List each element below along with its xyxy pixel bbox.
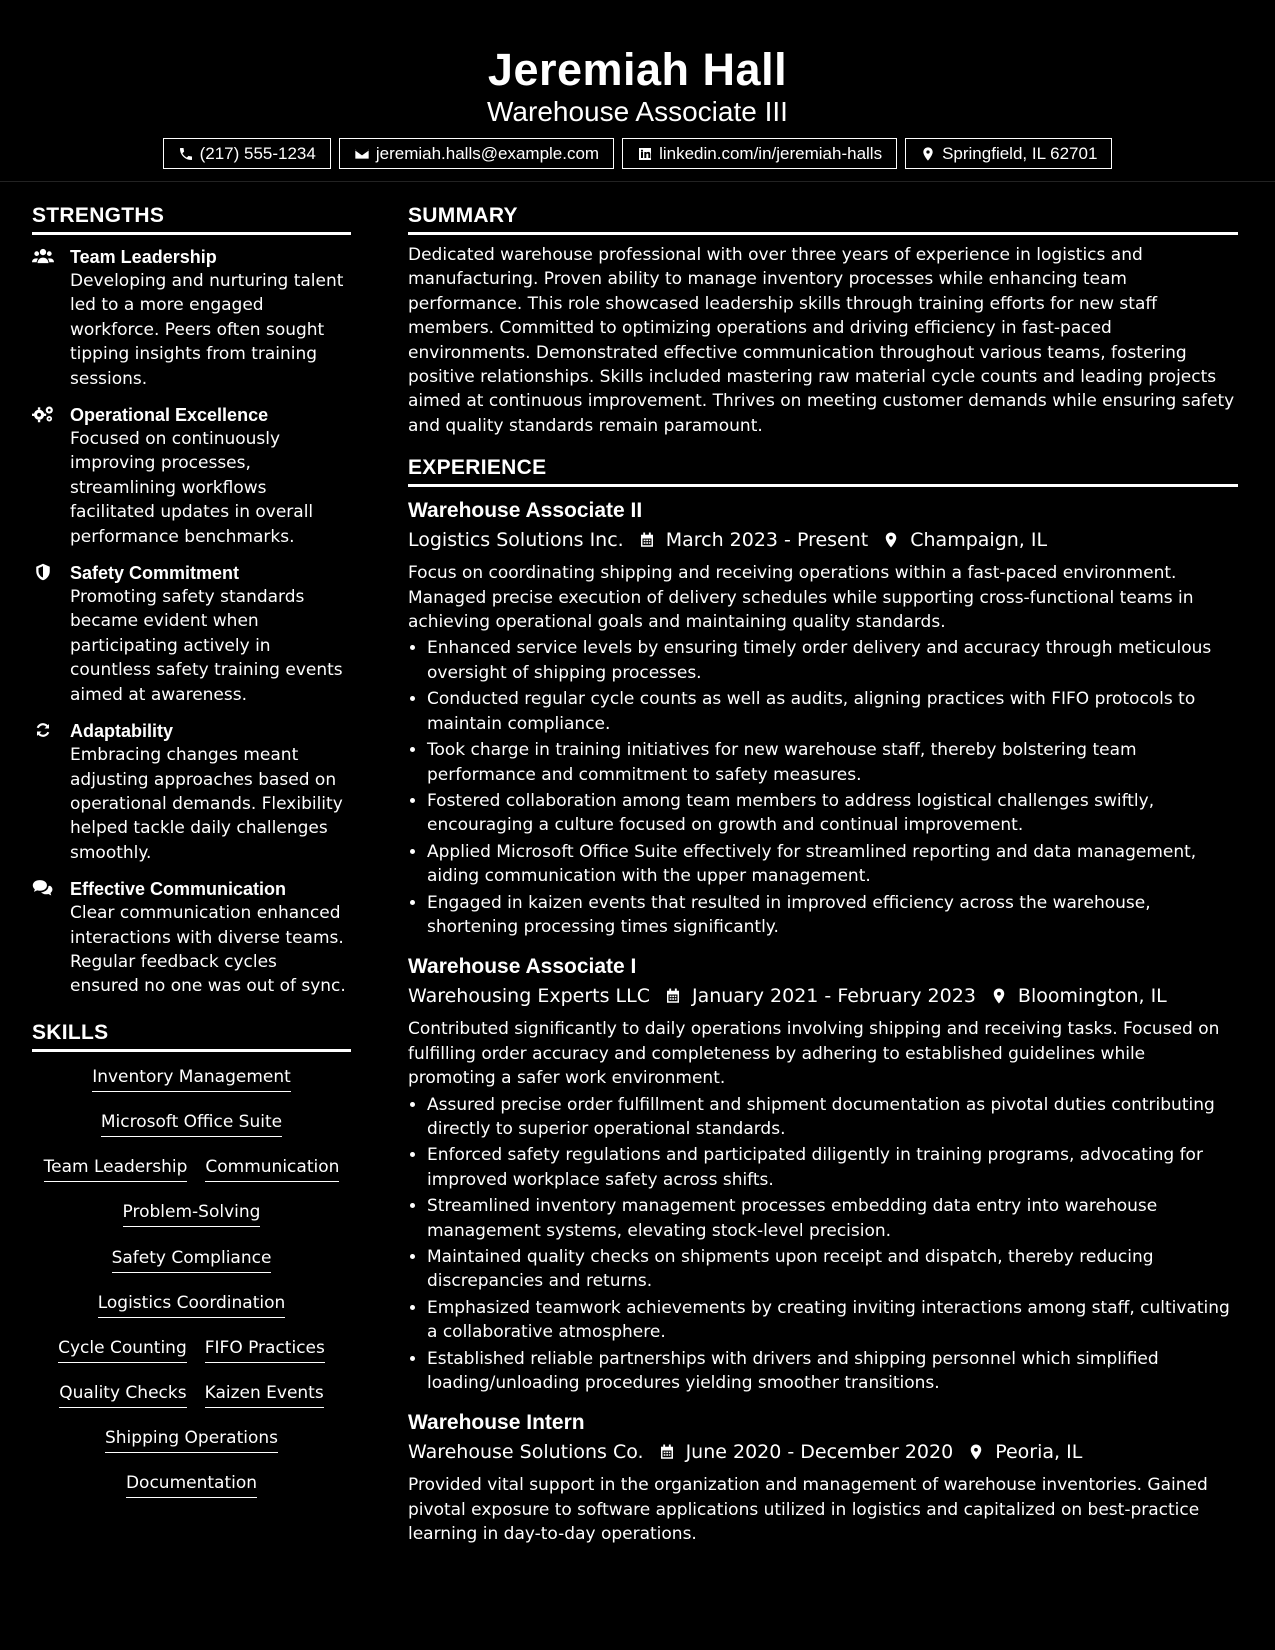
strength-item bbox=[32, 877, 351, 999]
contact-phone[interactable] bbox=[163, 138, 331, 169]
job-bullet: • Enforced safety regulations and participated diligently in training programs, advocating for improved workplace safety across shifts. bbox=[427, 1143, 1238, 1192]
job-dates: March 2023 - Present bbox=[665, 529, 869, 552]
job-meta bbox=[408, 1437, 1238, 1467]
skill-row bbox=[92, 1062, 291, 1107]
contact-linkedin-text: linkedin.com/in/jeremiah-halls bbox=[659, 143, 883, 163]
summary-heading: SUMMARY bbox=[408, 204, 1238, 235]
contact-bar bbox=[0, 138, 1275, 169]
job-entry bbox=[408, 1409, 1238, 1560]
job-company: Warehouse Solutions Co. bbox=[408, 1441, 644, 1464]
job-description: Provided vital support in the organization and management of warehouse inventories. Gained pivotal exposure to software applications utilized in logistics and capitalized on best-practice learning in day-to-day operations. bbox=[408, 1475, 1208, 1545]
strength-description: Embracing changes meant adjusting approaches based on operational demands. Flexibility helped tackle daily challenges smoothly. bbox=[70, 745, 343, 863]
strength-description: Clear communication enhanced interactions with diverse teams. Regular feedback cycles ensured no one was out of sync. bbox=[70, 903, 346, 997]
experience-list bbox=[408, 497, 1238, 1560]
job-title: Warehouse Associate I bbox=[408, 955, 637, 979]
skill-tag: Documentation bbox=[126, 1472, 257, 1498]
job-bullet: • Maintained quality checks on shipments upon receipt and dispatch, thereby reducing discrepancies and returns. bbox=[427, 1245, 1238, 1294]
job-company: Logistics Solutions Inc. bbox=[408, 529, 624, 552]
skill-row bbox=[58, 1333, 325, 1378]
strength-item bbox=[32, 245, 351, 391]
skill-tag: FIFO Practices bbox=[205, 1337, 325, 1363]
candidate-title: Warehouse Associate III bbox=[487, 96, 788, 127]
header-divider bbox=[0, 181, 1275, 182]
strength-name: Team Leadership bbox=[70, 247, 217, 267]
job-bullet: • Took charge in training initiatives for new warehouse staff, thereby bolstering team performance and commitment to safety measures. bbox=[427, 738, 1238, 787]
skill-row bbox=[126, 1468, 257, 1513]
skill-row bbox=[98, 1288, 286, 1333]
strength-name: Effective Communication bbox=[70, 879, 287, 900]
users-icon bbox=[32, 245, 70, 391]
strengths-list bbox=[32, 245, 351, 999]
map-marker-icon bbox=[920, 146, 936, 162]
envelope-icon bbox=[354, 146, 370, 162]
strength-item bbox=[32, 719, 351, 865]
summary-text: Dedicated warehouse professional with over three years of experience in logistics and manufacturing. Proven ability to manage inventory processes while enhancing team performance. This role showcased leadership skills through training efforts for new staff members. Committed to optimizing operations and driving efficiency in fast-paced environments. Demonstrated effective communication throughout various teams, fostering positive relationships. Skills included mastering raw material cycle counts and leading projects aimed at continuous improvement. Thrives on meeting customer demands while ensuring safety and quality standards remain paramount. bbox=[408, 245, 1235, 436]
skill-tag: Problem-Solving bbox=[123, 1201, 261, 1227]
skill-row bbox=[44, 1152, 340, 1197]
job-location: Peoria, IL bbox=[995, 1441, 1083, 1464]
skill-tag: Safety Compliance bbox=[112, 1247, 272, 1273]
skill-tag: Logistics Coordination bbox=[98, 1292, 286, 1318]
skill-row bbox=[123, 1197, 261, 1242]
phone-icon bbox=[178, 146, 194, 162]
job-bullet: • Assured precise order fulfillment and shipment documentation as pivotal duties contributing directly to superior operational standards. bbox=[427, 1093, 1238, 1142]
skill-row bbox=[59, 1378, 323, 1423]
right-column bbox=[408, 204, 1238, 1561]
skill-tag: Microsoft Office Suite bbox=[101, 1111, 282, 1137]
strength-description: Focused on continuously improving processes, streamlining workflows facilitated updates in overall performance benchmarks. bbox=[70, 429, 314, 547]
job-dates: June 2020 - December 2020 bbox=[685, 1441, 954, 1464]
job-bullet: • Engaged in kaizen events that resulted in improved efficiency across the warehouse, shortening processing times significantly. bbox=[427, 891, 1238, 940]
calendar-icon bbox=[664, 987, 682, 1005]
job-bullet: • Emphasized teamwork achievements by creating inviting interactions among staff, cultivating a collaborative atmosphere. bbox=[427, 1296, 1238, 1345]
skill-row bbox=[112, 1243, 272, 1288]
map-marker-icon bbox=[882, 531, 900, 549]
skill-tag: Kaizen Events bbox=[205, 1382, 324, 1408]
job-bullets bbox=[408, 636, 1238, 939]
resume-header bbox=[0, 0, 1275, 182]
contact-email-text: jeremiah.halls@example.com bbox=[375, 143, 600, 163]
job-entry bbox=[408, 497, 1238, 939]
skill-tag: Shipping Operations bbox=[105, 1427, 278, 1453]
comments-icon bbox=[32, 877, 70, 999]
job-description: Contributed significantly to daily operations involving shipping and receiving tasks. Focused on fulfilling order accuracy and completeness by adhering to established guidelines while promoting a safer work environment. bbox=[408, 1019, 1220, 1089]
strength-name: Operational Excellence bbox=[70, 405, 269, 426]
gears-icon bbox=[32, 403, 70, 549]
job-meta bbox=[408, 981, 1238, 1011]
job-entry bbox=[408, 953, 1238, 1395]
resume-body bbox=[0, 204, 1275, 1561]
experience-heading: EXPERIENCE bbox=[408, 456, 1238, 487]
contact-linkedin[interactable] bbox=[622, 138, 897, 169]
skills-heading: SKILLS bbox=[32, 1021, 351, 1052]
job-company: Warehousing Experts LLC bbox=[408, 985, 650, 1008]
strength-description: Developing and nurturing talent led to a more engaged workforce. Peers often sought tipping insights from training sessions. bbox=[70, 271, 344, 389]
job-dates: January 2021 - February 2023 bbox=[691, 985, 976, 1008]
strength-name: Safety Commitment bbox=[70, 563, 240, 584]
skill-tag: Cycle Counting bbox=[58, 1337, 187, 1363]
contact-email[interactable] bbox=[339, 138, 614, 169]
job-bullets bbox=[408, 1093, 1238, 1396]
skill-row bbox=[105, 1423, 278, 1468]
strength-item bbox=[32, 403, 351, 549]
candidate-name: Jeremiah Hall bbox=[487, 44, 788, 95]
map-marker-icon bbox=[990, 987, 1008, 1005]
job-bullet: • Conducted regular cycle counts as well as audits, aligning practices with FIFO protocols to maintain compliance. bbox=[427, 687, 1238, 736]
skill-tag: Team Leadership bbox=[44, 1156, 188, 1182]
contact-location[interactable] bbox=[905, 138, 1112, 169]
job-title: Warehouse Associate II bbox=[408, 499, 643, 523]
shield-icon bbox=[32, 561, 70, 707]
skill-tag: Communication bbox=[205, 1156, 339, 1182]
calendar-icon bbox=[658, 1443, 676, 1461]
map-marker-icon bbox=[967, 1443, 985, 1461]
strength-name: Adaptability bbox=[70, 721, 174, 742]
sync-icon bbox=[32, 719, 70, 865]
skill-tag: Inventory Management bbox=[92, 1066, 291, 1092]
skill-row bbox=[101, 1107, 282, 1152]
strength-description: Promoting safety standards became evident when participating actively in countless safety training events aimed at awareness. bbox=[70, 587, 343, 705]
job-location: Champaign, IL bbox=[910, 529, 1048, 552]
skill-tag: Quality Checks bbox=[59, 1382, 186, 1408]
job-title: Warehouse Intern bbox=[408, 1411, 585, 1435]
contact-phone-text: (217) 555-1234 bbox=[199, 143, 316, 163]
job-bullet: • Fostered collaboration among team members to address logistical challenges swiftly, encouraging a culture focused on growth and continual improvement. bbox=[427, 789, 1238, 838]
left-column bbox=[32, 204, 351, 1561]
skills-list bbox=[32, 1062, 351, 1514]
strengths-heading: STRENGTHS bbox=[32, 204, 351, 235]
job-location: Bloomington, IL bbox=[1017, 985, 1167, 1008]
job-bullet: • Enhanced service levels by ensuring timely order delivery and accuracy through meticulous oversight of shipping processes. bbox=[427, 636, 1238, 685]
linkedin-icon bbox=[637, 146, 653, 162]
job-bullet: • Established reliable partnerships with drivers and shipping personnel which simplified loading/unloading procedures yielding smoother transitions. bbox=[427, 1347, 1238, 1396]
job-description: Focus on coordinating shipping and receiving operations within a fast-paced environment. Managed precise execution of delivery schedules while supporting cross-functional teams in achieving operational goals and maintaining quality standards. bbox=[408, 563, 1194, 633]
job-meta bbox=[408, 525, 1238, 555]
contact-location-text: Springfield, IL 62701 bbox=[942, 143, 1098, 163]
job-bullet: • Streamlined inventory management processes embedding data entry into warehouse management systems, elevating stock-level precision. bbox=[427, 1194, 1238, 1243]
job-bullet: • Applied Microsoft Office Suite effectively for streamlined reporting and data management, aiding communication with the upper management. bbox=[427, 840, 1238, 889]
calendar-icon bbox=[638, 531, 656, 549]
strength-item bbox=[32, 561, 351, 707]
